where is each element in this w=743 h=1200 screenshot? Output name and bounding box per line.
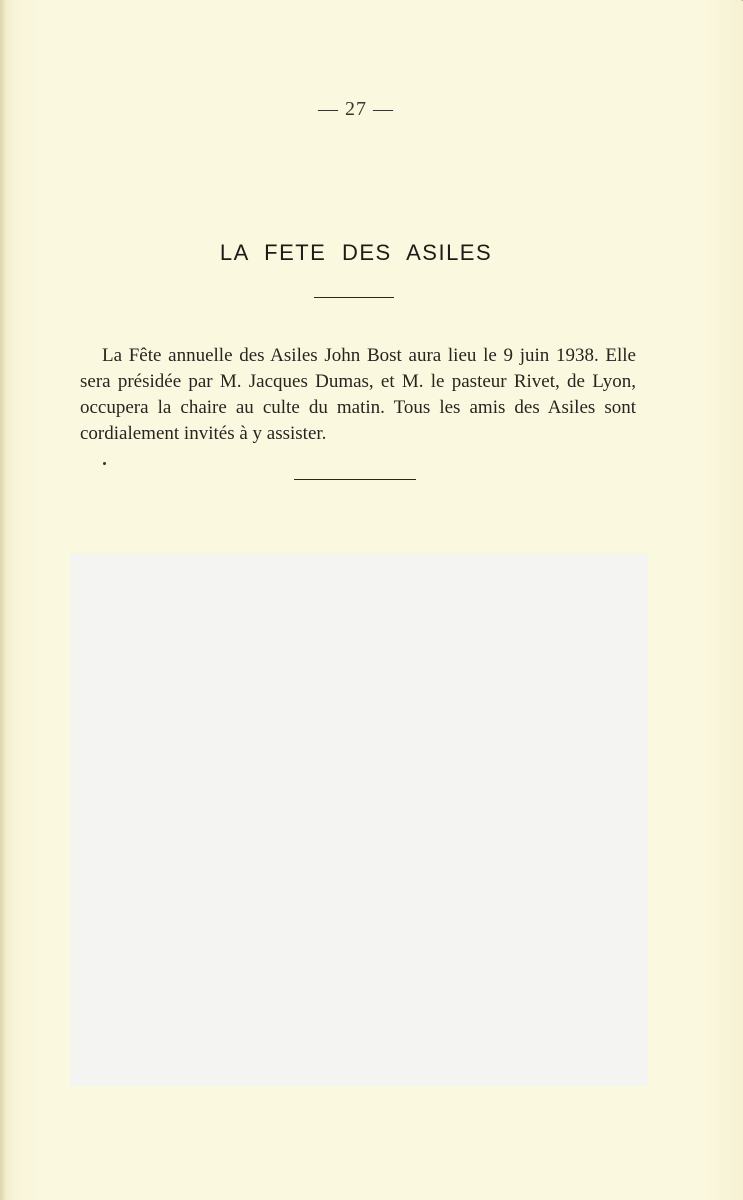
section-divider xyxy=(294,479,416,480)
page-title: LA FETE DES ASILES xyxy=(219,240,493,265)
ink-speck xyxy=(103,462,106,465)
image-area xyxy=(70,553,648,1086)
page-edge-shadow xyxy=(0,0,6,1200)
body-paragraph: La Fête annuelle des Asiles John Bost aura lieu le 9 juin 1938. Elle sera présidée par M. Jacques Dumas, et M. le pasteur Rivet, de Lyon, occupera la chaire au culte du matin. Tous les amis des Asiles sont cordialement invités à y assister. xyxy=(80,345,636,444)
corner-mark xyxy=(723,0,743,1)
page-number: — 27 — xyxy=(318,98,394,120)
title-divider xyxy=(314,297,394,298)
